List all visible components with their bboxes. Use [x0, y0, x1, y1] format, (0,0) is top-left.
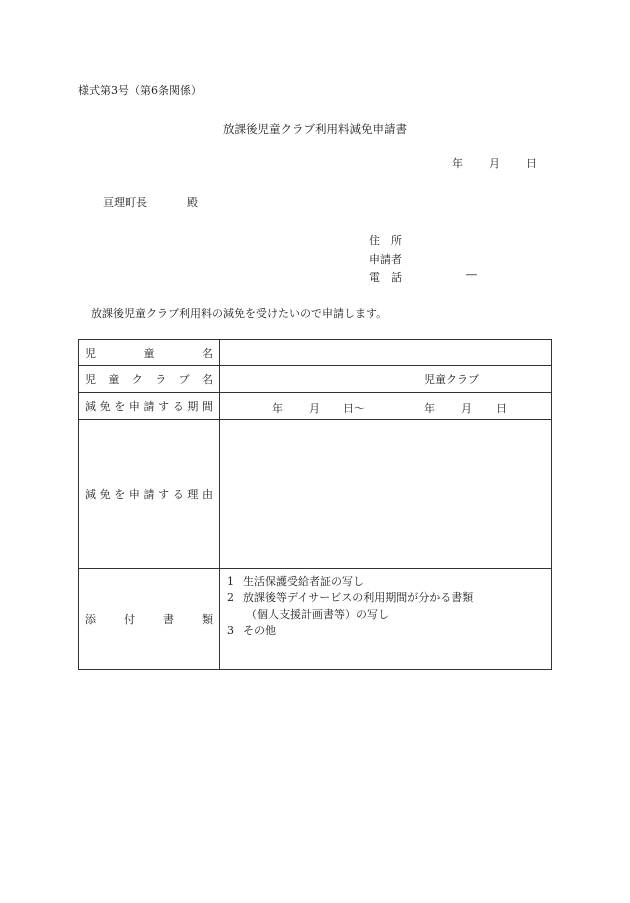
attachments-label: 添付書類: [79, 568, 220, 669]
period-month-start: 月: [309, 401, 320, 415]
list-item: [220, 574, 551, 591]
recipient: [103, 194, 198, 210]
list-item: [220, 623, 551, 640]
period-label: 減免を申請する期間: [79, 392, 220, 419]
list-text: その他: [243, 624, 276, 638]
application-form-table: [78, 339, 552, 670]
table-row: [79, 392, 552, 419]
list-text: 放課後等デイサービスの利用期間が分かる書類: [243, 591, 474, 605]
reason-field[interactable]: [220, 419, 552, 568]
recipient-name: 亘理町長: [103, 196, 147, 209]
list-item: [220, 590, 551, 607]
table-row: [79, 419, 552, 568]
document-title: 放課後児童クラブ利用料減免申請書: [223, 122, 407, 136]
child-name-field[interactable]: [220, 340, 552, 366]
period-day-start: 日～: [343, 401, 365, 415]
list-number: 1: [227, 574, 234, 588]
phone-label: 電 話: [369, 271, 402, 284]
date-year: 年: [452, 157, 463, 170]
table-row: [79, 568, 552, 669]
form-number: 様式第3号（第6条関係）: [78, 84, 202, 97]
club-name-field[interactable]: [220, 366, 552, 392]
address-label: 住 所: [369, 234, 402, 247]
date-month: 月: [489, 157, 500, 170]
application-statement: 放課後児童クラブ利用料の減免を受けたいので申請します。: [91, 307, 388, 320]
reason-label: 減免を申請する理由: [79, 419, 220, 568]
list-number: 3: [227, 624, 234, 638]
list-text: （個人支援計画書等）の写し: [246, 607, 389, 621]
club-name-label: 児童クラブ名: [79, 366, 220, 392]
period-field[interactable]: [220, 392, 552, 419]
attachments-field: [220, 568, 552, 669]
period-day-end: 日: [496, 401, 507, 415]
period-year-end: 年: [424, 401, 435, 415]
date-line: [452, 155, 537, 171]
club-name-suffix: 児童クラブ: [424, 372, 479, 386]
list-item: [220, 607, 551, 624]
phone-dash: ―: [466, 268, 477, 281]
period-month-end: 月: [461, 401, 472, 415]
recipient-honorific: 殿: [187, 196, 198, 209]
table-row: [79, 366, 552, 392]
date-day: 日: [526, 157, 537, 170]
period-year-start: 年: [272, 401, 283, 415]
attachments-list: [220, 574, 551, 640]
list-number: 2: [227, 591, 234, 605]
child-name-label: 児童名: [79, 340, 220, 366]
list-text: 生活保護受給者証の写し: [243, 574, 364, 588]
applicant-label: 申請者: [369, 253, 402, 266]
table-row: [79, 340, 552, 366]
